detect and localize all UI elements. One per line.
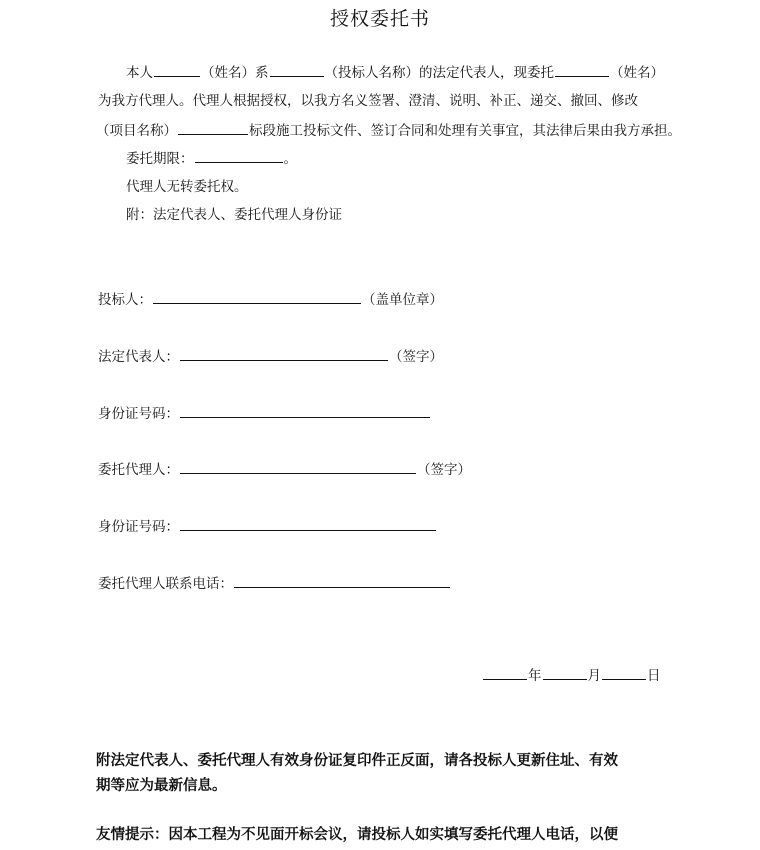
- id-blank: [180, 403, 430, 418]
- name-blank: [154, 62, 200, 77]
- attachment-note: 附：法定代表人、委托代理人身份证: [126, 207, 342, 223]
- agent-blank: [180, 459, 416, 474]
- text-segment: （姓名）: [610, 65, 664, 81]
- notice-line-2: 期等应为最新信息。: [96, 777, 227, 794]
- id-label: 身份证号码：: [98, 406, 179, 422]
- paragraph-line-1: [126, 62, 664, 83]
- day-blank: [602, 665, 646, 680]
- phone-blank: [234, 573, 450, 588]
- period-end: 。: [283, 151, 297, 167]
- paragraph-line-3: [96, 120, 681, 141]
- bidder-name-blank: [270, 62, 324, 77]
- bidder-blank: [153, 289, 361, 304]
- text-segment: （项目名称）: [96, 123, 177, 139]
- text-segment: 本人: [126, 65, 153, 81]
- id-number-field-1: [98, 403, 431, 424]
- legal-rep-field: [98, 346, 443, 367]
- bidder-label: 投标人：: [98, 292, 152, 308]
- year-label: 年: [528, 668, 542, 684]
- legal-rep-label: 法定代表人：: [98, 349, 179, 365]
- text-segment: （投标人名称）的法定代表人，现委托: [324, 65, 554, 81]
- month-label: 月: [587, 668, 601, 684]
- legal-rep-blank: [180, 346, 388, 361]
- entrust-period: [126, 148, 297, 169]
- document-title: 授权委托书: [329, 8, 430, 30]
- year-blank: [483, 665, 527, 680]
- period-label: 委托期限：: [126, 151, 194, 167]
- bidder-note: （盖单位章）: [362, 292, 443, 308]
- id-number-field-2: [98, 516, 437, 537]
- agent-field: [98, 459, 471, 480]
- day-label: 日: [647, 668, 661, 684]
- month-blank: [543, 665, 587, 680]
- bidder-field: [98, 289, 443, 310]
- id-label: 身份证号码：: [98, 519, 179, 535]
- paragraph-line-2: 为我方代理人。代理人根据授权，以我方名义签署、澄清、说明、补正、递交、撤回、修改: [98, 93, 638, 109]
- agent-phone-field: [98, 573, 451, 594]
- date-line: [482, 665, 661, 686]
- id-blank: [180, 516, 436, 531]
- period-blank: [195, 148, 283, 163]
- notice-line-1: 附法定代表人、委托代理人有效身份证复印件正反面，请各投标人更新住址、有效: [96, 752, 618, 769]
- legal-rep-note: （签字）: [389, 349, 443, 365]
- text-segment: 标段施工投标文件、签订合同和处理有关事宜，其法律后果由我方承担。: [249, 123, 681, 139]
- phone-label: 委托代理人联系电话：: [98, 576, 233, 592]
- agent-label: 委托代理人：: [98, 462, 179, 478]
- tip-line-1: 友情提示：因本工程为不见面开标会议，请投标人如实填写委托代理人电话，以便: [96, 826, 618, 843]
- agent-note: （签字）: [417, 462, 471, 478]
- no-subdelegation: 代理人无转委托权。: [126, 179, 248, 195]
- project-name-blank: [178, 120, 248, 135]
- agent-name-blank: [555, 62, 609, 77]
- text-segment: （姓名）系: [201, 65, 269, 81]
